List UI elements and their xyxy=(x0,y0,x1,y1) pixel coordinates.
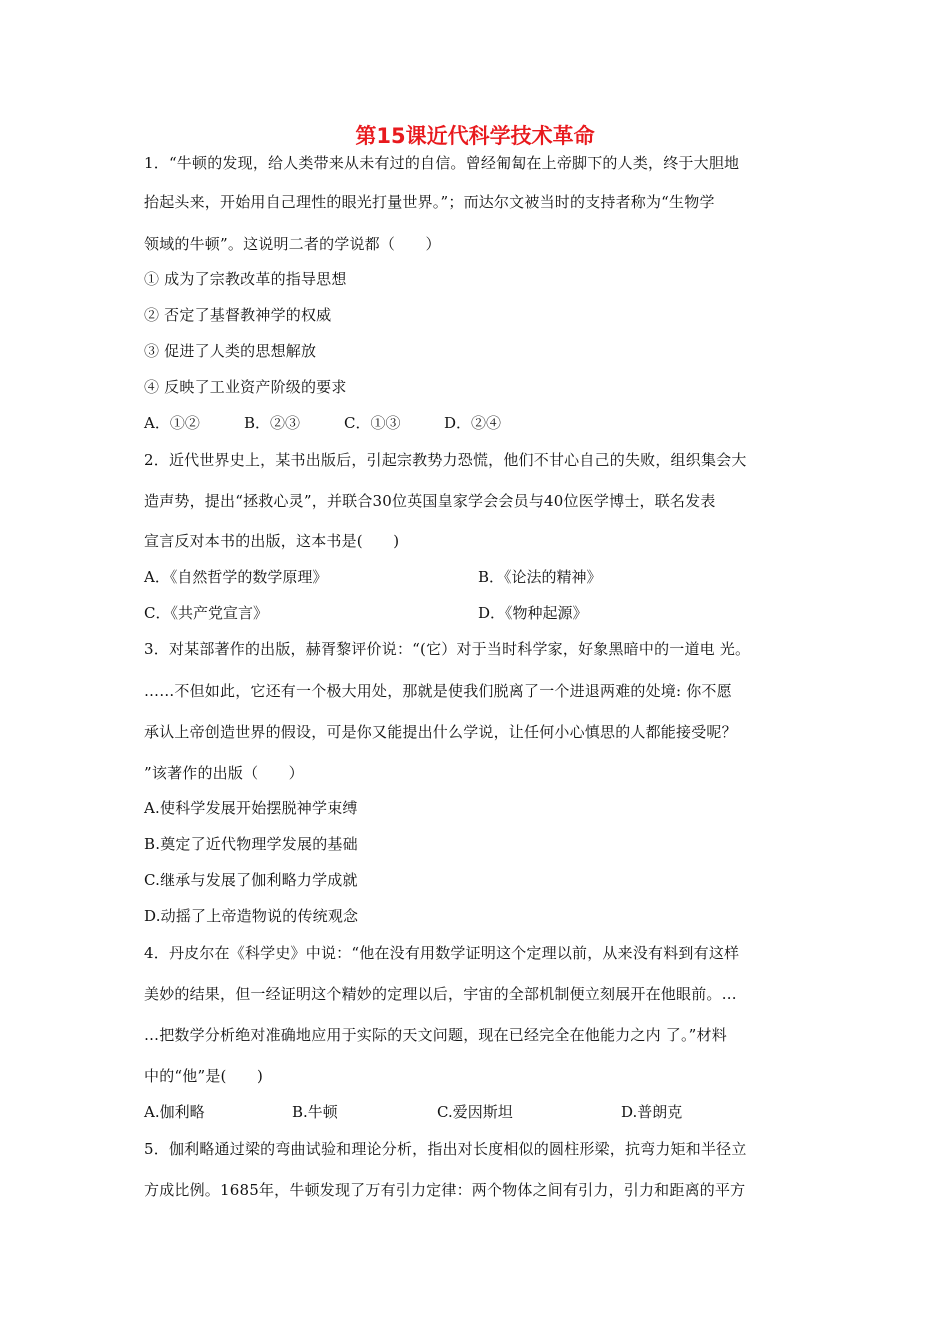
q1-stem-line-1: 1．“牛顿的发现，给人类带来从未有过的自信。曾经匍匐在上帝脚下的人类，终于大胆地 xyxy=(144,154,740,172)
q4-option-d: D.普朗克 xyxy=(621,1103,683,1121)
q5-stem-line-2: 方成比例。1685年，牛顿发现了万有引力定律：两个物体之间有引力，引力和距离的平方 xyxy=(144,1181,746,1199)
lesson-title: 第15课近代科学技术革命 xyxy=(355,124,595,148)
q2-stem-line-3: 宣言反对本书的出版，这本书是( ) xyxy=(144,532,400,550)
q3-option-a: A.使科学发展开始摆脱神学束缚 xyxy=(144,799,358,817)
q3-stem-line-4: ”该著作的出版（ ） xyxy=(144,764,304,782)
q4-stem-line-4: 中的“他”是( ) xyxy=(144,1067,264,1085)
q4-option-c: C.爱因斯坦 xyxy=(437,1103,513,1121)
q3-option-d: D.动摇了上帝造物说的传统观念 xyxy=(144,907,359,925)
q5-stem-line-1: 5．伽利略通过梁的弯曲试验和理论分析，指出对长度相似的圆柱形梁，抗弯力矩和半径立 xyxy=(144,1140,747,1158)
q4-stem-line-2: 美妙的结果，但一经证明这个精妙的定理以后，宇宙的全部机制便立刻展开在他眼前。… xyxy=(144,985,737,1003)
q4-stem-line-3: …把数学分析绝对准确地应用于实际的天文问题，现在已经完全在他能力之内 了。”材料 xyxy=(144,1026,727,1044)
q2-option-c: C．《共产党宣言》 xyxy=(144,604,268,622)
q2-stem-line-1: 2．近代世界史上，某书出版后，引起宗教势力恐慌，他们不甘心自己的失败，组织集会大 xyxy=(144,451,747,469)
q1-item-1: ① 成为了宗教改革的指导思想 xyxy=(144,270,347,288)
q3-option-b: B.奠定了近代物理学发展的基础 xyxy=(144,835,358,853)
q3-option-c: C.继承与发展了伽利略力学成就 xyxy=(144,871,358,889)
q1-item-2: ② 否定了基督教神学的权威 xyxy=(144,306,332,324)
q3-stem-line-3: 承认上帝创造世界的假设，可是你又能提出什么学说，让任何小心慎思的人都能接受呢？ xyxy=(144,723,737,741)
q2-option-a: A．《自然哲学的数学原理》 xyxy=(144,568,328,586)
q4-stem-line-1: 4．丹皮尔在《科学史》中说：“他在没有用数学证明这个定理以前，从来没有料到有这样 xyxy=(144,944,740,962)
q4-option-b: B.牛顿 xyxy=(292,1103,338,1121)
q3-stem-line-1: 3．对某部著作的出版，赫胥黎评价说：“(它）对于当时科学家，好象黑暗中的一道电 光。 xyxy=(144,640,751,658)
q1-stem-line-3: 领域的牛顿”。这说明二者的学说都（ ） xyxy=(144,235,441,253)
q1-option-c: C．①③ xyxy=(344,414,401,432)
q2-option-d: D．《物种起源》 xyxy=(478,604,588,622)
q2-stem-line-2: 造声势，提出“拯救心灵”，并联合30位英国皇家学会会员与40位医学博士，联名发表 xyxy=(144,492,716,510)
q1-option-d: D．②④ xyxy=(444,414,502,432)
q1-stem-line-2: 抬起头来，开始用自己理性的眼光打量世界。”；而达尔文被当时的支持者称为“生物学 xyxy=(144,193,715,211)
q4-option-a: A.伽利略 xyxy=(144,1103,205,1121)
q3-stem-line-2: ……不但如此，它还有一个极大用处，那就是使我们脱离了一个进退两难的处境: 你不愿 xyxy=(144,682,732,700)
q1-option-b: B．②③ xyxy=(244,414,301,432)
q1-item-3: ③ 促进了人类的思想解放 xyxy=(144,342,317,360)
q2-option-b: B．《论法的精神》 xyxy=(478,568,602,586)
q1-item-4: ④ 反映了工业资产阶级的要求 xyxy=(144,378,347,396)
q1-option-a: A．①② xyxy=(144,414,200,432)
